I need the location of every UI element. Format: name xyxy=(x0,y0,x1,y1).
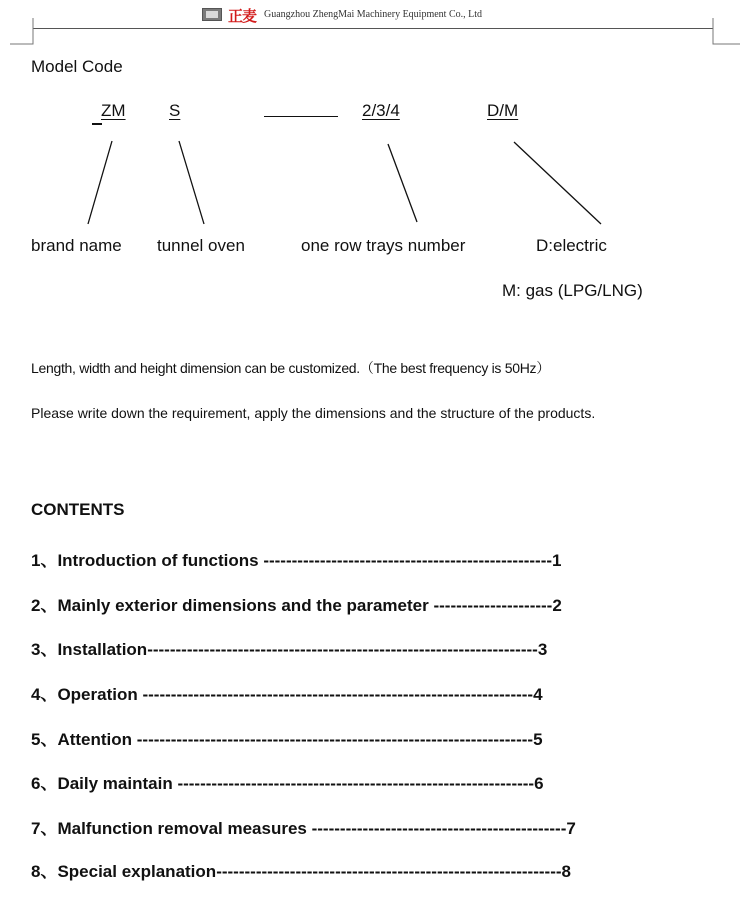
toc-item-label: 2、Mainly exterior dimensions and the parameter xyxy=(31,596,429,615)
toc-item xyxy=(31,546,562,571)
toc-item-leader: ------------------------------------------------------------- xyxy=(216,862,562,881)
code-connector-lines xyxy=(0,130,750,230)
toc-item-label: 4、Operation xyxy=(31,685,138,704)
corner-mark-left xyxy=(10,28,33,44)
toc-item-page: 8 xyxy=(561,862,571,881)
toc-item xyxy=(31,857,571,882)
corner-mark-right xyxy=(713,28,740,44)
label-trays-number: one row trays number xyxy=(301,236,466,255)
toc-item xyxy=(31,769,544,794)
toc-item-label: 6、Daily maintain xyxy=(31,774,173,793)
label-brand-name: brand name xyxy=(31,236,122,255)
connector-trays xyxy=(388,144,417,222)
toc-item xyxy=(31,725,543,750)
note-customization: Length, width and height dimension can be customized.（The best frequency is 50Hz） xyxy=(31,360,550,376)
brand-logo-text: 正麦 xyxy=(228,7,257,25)
connector-type xyxy=(179,141,204,224)
toc-item xyxy=(31,814,576,839)
code-zm-underline-lead xyxy=(92,123,102,125)
contents-title: CONTENTS xyxy=(31,500,125,519)
label-gas: M: gas (LPG/LNG) xyxy=(502,281,643,300)
toc-item-leader: ---------------------------------------------------------------------- xyxy=(132,730,534,749)
toc-item-leader: --------------------------------------------------------------- xyxy=(172,774,535,793)
code-power: D/M xyxy=(487,101,519,120)
toc-item xyxy=(31,635,547,660)
toc-item-page: 4 xyxy=(533,685,543,704)
toc-item-leader: --------------------------------------------------- xyxy=(258,551,553,570)
toc-item-label: 1、Introduction of functions xyxy=(31,551,259,570)
label-electric: D:electric xyxy=(536,236,607,255)
toc-item xyxy=(31,680,543,705)
code-trays: 2/3/4 xyxy=(362,101,400,120)
toc-item-leader: --------------------- xyxy=(428,596,553,615)
connector-power xyxy=(514,142,601,224)
toc-item-page: 2 xyxy=(552,596,562,615)
toc-item xyxy=(31,591,562,616)
toc-item-leader: --------------------------------------------------------------------- xyxy=(147,640,538,659)
model-code-heading: Model Code xyxy=(31,57,123,76)
toc-item-page: 1 xyxy=(552,551,562,570)
toc-item-page: 3 xyxy=(537,640,548,659)
toc-item-label: 5、Attention xyxy=(31,730,133,749)
toc-item-page: 6 xyxy=(534,774,544,793)
toc-item-label: 8、Special explanation xyxy=(31,862,217,881)
toc-item-page: 7 xyxy=(566,819,576,838)
code-zm: ZM xyxy=(101,101,126,120)
code-s: S xyxy=(169,101,181,120)
page-corner-marks xyxy=(0,0,750,60)
toc-item-label: 3、Installation xyxy=(31,640,148,659)
toc-item-leader: --------------------------------------------------------------------- xyxy=(137,685,534,704)
toc-item-label: 7、Malfunction removal measures xyxy=(31,819,307,838)
toc-item-page: 5 xyxy=(533,730,543,749)
toc-item-leader: --------------------------------------------- xyxy=(306,819,567,838)
code-separator-line xyxy=(264,116,338,117)
company-name: Guangzhou ZhengMai Machinery Equipment Co., Ltd xyxy=(264,9,483,20)
connector-brand xyxy=(88,141,112,224)
note-requirements: Please write down the requirement, apply the dimensions and the structure of the products. xyxy=(31,405,596,421)
label-tunnel-oven: tunnel oven xyxy=(157,236,245,255)
